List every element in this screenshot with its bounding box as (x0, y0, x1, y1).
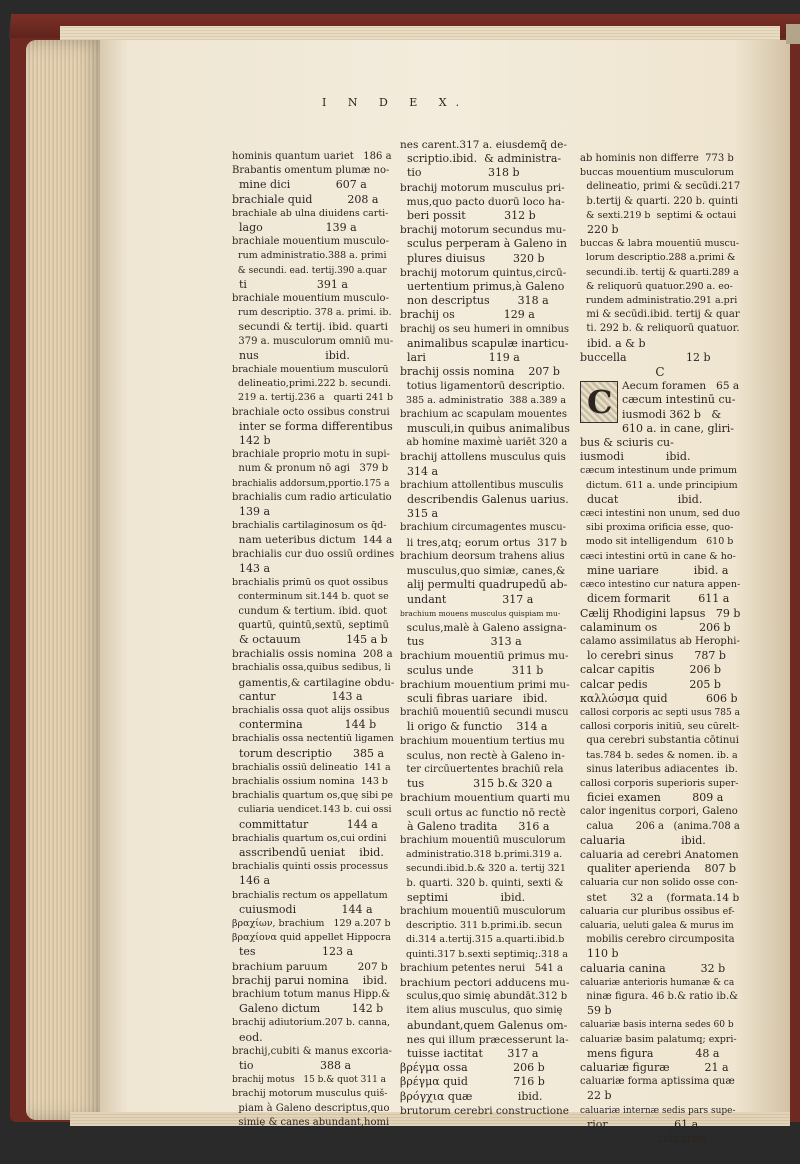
index-entry-line: caluaria cur pluribus ossibus ef- (580, 905, 735, 917)
index-entry-line: mi & secūdi.ibid. tertij & quar (580, 309, 740, 321)
index-entry-line: brachij motorum musculus pri- (400, 181, 565, 194)
index-entry-line: descriptio. 311 b.primi.ib. secun (400, 920, 563, 932)
index-entry-line: lorum descriptio.288 a.primi & (580, 252, 736, 264)
index-column-1 (232, 150, 394, 1130)
index-entry-line: delineatio, primi & secūdi.217 (580, 181, 741, 193)
index-entry-line: simię & canes abundant,homi (232, 1116, 390, 1128)
index-entry-line: brachiale octo ossibus construi (232, 406, 390, 418)
index-entry-line: calcar pedis 205 b (580, 677, 721, 691)
index-entry-line: nam ueteribus dictum 144 a (232, 534, 393, 547)
index-entry-line: tio 318 b (400, 166, 520, 180)
index-entry-line: tes 123 a (232, 945, 354, 959)
index-entry-line: sculus, non rectè à Galeno in- (400, 749, 565, 762)
index-entry-line: 379 a. musculorum omniū mu- (232, 335, 394, 347)
index-entry-line: calaminum os 206 b (580, 620, 731, 634)
index-entry-line: bus & sciuris cu- (580, 436, 674, 450)
index-entry-line: 22 b (580, 1089, 612, 1103)
index-entry-line: brachialis ossium nomina 143 b (232, 775, 388, 787)
index-entry-line: totius ligamentorū descriptio. (400, 380, 565, 393)
index-entry-line: stet 32 a (formata.14 b (580, 891, 740, 904)
index-entry-line: 220 b (580, 223, 619, 237)
index-entry-line: brachialis ossa nectentiū ligamen (232, 733, 394, 745)
index-entry-line: & secundi. ead. tertij.390 a.quar (232, 265, 387, 276)
index-entry-line: βρέγμα ossa 206 b (400, 1061, 545, 1075)
index-column-2 (400, 138, 570, 1118)
index-entry-line: brachij motorum musculus quiš- (232, 1088, 388, 1100)
index-entry-line: undant 317 a (400, 592, 534, 606)
index-entry-line: sculi fibras uariare ibid. (400, 691, 548, 705)
index-entry-line: beri possit 312 b (400, 209, 536, 223)
index-entry-line: caluaria canina 32 b (580, 961, 726, 975)
index-entry-line: 146 a (232, 874, 271, 888)
index-entry-line: brachialis cartilaginosum os q̄d- (232, 520, 387, 532)
index-entry-line: uertentium primus,à Galeno (400, 280, 565, 294)
index-entry-line: brachij motus 15 b.& quot 311 a (232, 1075, 387, 1086)
index-entry-line: brachialis ossa quot alijs ossibus (232, 704, 390, 716)
index-entry-line: Brabantis omentum plumæ no- (232, 165, 390, 177)
index-entry-line: brachialis quartum os,cui ordini (232, 832, 387, 844)
ribbon-marker (786, 24, 800, 44)
index-entry-line: 315 a (400, 507, 439, 521)
index-entry-line: musculus,quo simiæ, canes,& (400, 565, 566, 578)
index-entry-line: non descriptus 318 a (400, 294, 549, 308)
index-entry-line: 139 a (232, 505, 271, 519)
index-entry-line: mine uariare ibid. a (580, 563, 729, 577)
index-entry-line: brachij,cubiti & manus excoria- (232, 1045, 392, 1057)
index-entry-line: scriptio.ibid. & administra- (400, 152, 562, 166)
index-entry-line: brachialis rectum os appellatum (232, 889, 388, 901)
index-entry-line: item alius musculus, quo simię (400, 1005, 563, 1017)
index-entry-line: tio 388 a (232, 1059, 352, 1072)
index-entry-line: musculi,in quibus animalibus (400, 422, 570, 436)
index-entry-line: brachiale mouentium musculo- (232, 293, 389, 305)
index-entry-line: sculus,quo simię abundāt.312 b (400, 991, 568, 1003)
index-entry-line: callosi corporis ac septi usus 785 a (580, 707, 740, 718)
index-entry-line: sculus unde 311 b (400, 663, 544, 677)
index-entry-line: brachij motorum quintus,circū- (400, 266, 567, 279)
index-entry-line: brachium petentes nerui 541 a (400, 962, 563, 974)
index-entry-line: brachium mouentium quarti mu (400, 792, 571, 805)
index-entry-line: 314 a (400, 464, 439, 478)
index-entry-line: brachium attollentibus musculis (400, 479, 564, 491)
index-entry-line: contermina 144 b (232, 718, 377, 732)
index-entry-line: qualiter aperienda 807 b (580, 862, 736, 876)
index-entry-line: caluaria ad cerebri Anatomen (580, 848, 739, 861)
index-entry-line: abundant,quem Galenus om- (400, 1018, 568, 1032)
index-entry-line: sculus,malè à Galeno assigna- (400, 621, 567, 634)
decorated-initial: C (580, 381, 618, 423)
index-entry-line: lago 139 a (232, 221, 357, 235)
index-entry-line: caluariæ forma aptissima quæ (580, 1076, 735, 1088)
index-entry-line: b.tertij & quarti. 220 b. quinti (580, 195, 739, 207)
index-entry-line: caluaria, ueluti galea & murus im (580, 920, 734, 931)
index-entry-line: quartū, quintū,sextū, septimū (232, 619, 389, 631)
index-entry-line: brachium mouentiū musculorum (400, 834, 566, 846)
index-entry-line: sculus perperam à Galeno in (400, 237, 567, 251)
index-entry-line: 610 a. in cane, gliri- (622, 421, 735, 435)
index-entry-line: βρέγμα quid 716 b (400, 1075, 545, 1089)
index-entry-line: brachialis quinti ossis processus (232, 861, 389, 873)
index-entry-line: alij permulti quadrupedū ab- (400, 578, 568, 592)
index-entry-line: brachiale mouentium musculo- (232, 236, 389, 248)
index-entry-line: tuisse iactitat 317 a (400, 1047, 539, 1060)
index-entry-line: cæci intestini non unum, sed duo (580, 508, 741, 520)
index-entry-line: brutorum cerebri constructione (400, 1104, 569, 1117)
index-entry-line: brachium deorsum trahens alius (400, 550, 565, 562)
index-entry-line: caluaria ibid. (580, 833, 706, 847)
index-entry-line: gamentis,& cartilagine obdu- (232, 676, 395, 689)
index-entry-line: iusmodi 362 b & (622, 407, 722, 421)
index-entry-line: administratio.318 b.primi.319 a. (400, 849, 563, 861)
index-entry-line: 385 a. administratio 388 a.389 a (400, 394, 567, 406)
index-entry-line: brachiū mouentiū secundi muscu (400, 707, 569, 719)
index-entry-line: brachij os seu humeri in omnibus (400, 323, 570, 335)
index-entry-line: 219 a. tertij.236 a quarti 241 b (232, 392, 394, 404)
index-entry-line: dicem formarit 611 a (580, 592, 730, 606)
index-entry-line: brachium pectori adducens mu- (400, 976, 570, 989)
index-entry-line: buccas & labra mouentiū muscu- (580, 238, 740, 250)
section-letter: C (655, 365, 665, 380)
index-entry-line: calor ingenitus corpori, Galeno (580, 806, 738, 818)
index-entry-line: rior 61 a (580, 1117, 699, 1131)
index-entry-line: brachium mouens musculus quispiam mu- (400, 608, 561, 618)
index-entry-line: & sexti.219 b septimi & octaui (580, 209, 737, 221)
index-entry-line: βρόγχια quæ ibid. (400, 1089, 543, 1103)
index-entry-line: mobilis cerebro circumposita (580, 934, 735, 946)
index-entry-line: brachium paruum 207 b (232, 960, 388, 973)
index-entry-line: caluaria cur non solido osse con- (580, 877, 739, 889)
index-entry-line: Galeno dictum 142 b (232, 1002, 384, 1016)
index-entry-line: cæcum intestinū cu- (622, 393, 736, 407)
index-entry-line: cuiusmodi 144 a (232, 902, 373, 916)
index-entry-line: qua cerebri substantia cōtinui (580, 735, 739, 747)
index-entry-line: tus 313 a (400, 635, 522, 649)
index-column-3 (580, 152, 740, 1146)
index-entry-line: cantur 143 a (232, 689, 363, 703)
index-entry-line: brachium circumagentes muscu- (400, 522, 567, 534)
index-entry-line: calamo assimilatus ab Herophi- (580, 635, 740, 647)
index-entry-line: brachium mouentiū musculorum (400, 905, 566, 917)
index-entry-line: brachiale mouentium musculorū (232, 364, 389, 376)
index-entry-line: ab homine maximè uariēt 320 a (400, 437, 568, 449)
index-entry-line: piam à Galeno descriptus,quo (232, 1102, 390, 1114)
index-entry-line: caluariæ figuræ 21 a (580, 1061, 729, 1074)
index-entry-line: ti 391 a (232, 277, 348, 291)
index-entry-line: rundem administratio.291 a.pri (580, 295, 738, 307)
index-entry-line: brachialis quartum os,quę sibi pe (232, 790, 393, 802)
index-entry-line: li origo & functio 314 a (400, 720, 548, 734)
index-entry-line: iusmodi ibid. (580, 450, 691, 464)
index-entry-line: di.314 a.tertij.315 a.quarti.ibid.b (400, 934, 565, 946)
index-entry-line: à Galeno tradita 316 a (400, 819, 550, 833)
index-entry-line: brachij adiutorium.207 b. canna, (232, 1017, 391, 1029)
index-entry-line: Cælij Rhodigini lapsus 79 b (580, 606, 741, 620)
index-entry-line: brachialis ossis nomina 208 a (232, 648, 393, 661)
page-stack-fore-edge (26, 40, 106, 1120)
index-entry-line: inter se forma differentibus (232, 419, 393, 433)
index-entry-line: caluariæ (580, 1132, 706, 1146)
index-entry-line: & octauum 145 a b (232, 632, 388, 646)
index-entry-line: b. quarti. 320 b. quinti, sexti & (400, 877, 564, 889)
index-entry-line: brachium mouentiū primus mu- (400, 650, 569, 663)
index-entry-line: calua 206 a (anima.708 a (580, 820, 740, 832)
index-entry-line: brachij ossis nomina 207 b (400, 365, 560, 379)
index-entry-line: lo cerebri sinus 787 b (580, 649, 726, 663)
index-entry-line: modo sit intelligendum 610 b (580, 536, 734, 548)
index-entry-line: caluariæ anterioris humanæ & ca (580, 977, 735, 988)
index-entry-line: 143 a (232, 561, 271, 575)
index-entry-line: brachij motorum secundus mu- (400, 224, 566, 237)
index-entry-line: mens figura 48 a (580, 1046, 720, 1060)
index-entry-line: brachij os 129 a (400, 308, 535, 322)
index-entry-line: & reliquorū quatuor.290 a. eo- (580, 280, 733, 292)
index-entry-line: cæco intestino cur natura appen- (580, 579, 741, 591)
index-entry-line: lari 119 a (400, 351, 520, 365)
index-entry-line: buccas mouentium musculorum (580, 167, 734, 179)
index-entry-line: caluariæ internæ sedis pars supe- (580, 1105, 736, 1116)
index-entry-line: brachiale quid 208 a (232, 192, 379, 206)
index-entry-line: rum descriptio. 378 a. primi. ib. (232, 307, 392, 319)
index-entry-line: culiaria uendicet.143 b. cui ossi (232, 804, 392, 816)
index-entry-line: li tres,atq; eorum ortus 317 b (400, 536, 568, 549)
index-entry-line: conterminum sit.144 b. quot se (232, 591, 389, 603)
index-entry-line: plures diuisus 320 b (400, 251, 545, 265)
index-entry-line: cæci intestini ortū in cane & ho- (580, 550, 736, 562)
index-entry-line: sibi proxima orificia esse, quo- (580, 522, 734, 534)
index-entry-line: 142 b (232, 434, 271, 448)
index-entry-line: brachialis addorsum,pportio.175 a (232, 478, 390, 489)
index-entry-line: ninæ figura. 46 b.& ratio ib.& (580, 990, 739, 1002)
index-entry-line: eod. (232, 1030, 263, 1044)
index-entry-line: ibid. a & b (580, 336, 646, 350)
index-entry-line: nes carent.317 a. eiusdemq̄ de- (400, 139, 567, 151)
index-entry-line: brachialis cur duo ossiū ordines (232, 548, 395, 560)
index-entry-line: septimi ibid. (400, 890, 526, 904)
index-entry-line: rum administratio.388 a. primi (232, 250, 387, 262)
index-entry-line: ab hominis non differre 773 b (580, 153, 734, 164)
index-entry-line: delineatio,primi.222 b. secundi. (232, 378, 392, 390)
index-entry-line: tas.784 b. sedes & nomen. ib. a (580, 749, 738, 761)
index-entry-line: βραχίονα quid appellet Hippocra (232, 932, 391, 944)
index-entry-line: tus 315 b.& 320 a (400, 777, 553, 791)
index-entry-line: brachialis ossa,quibus sedibus, li (232, 662, 391, 674)
page-header: I N D E X. (322, 96, 469, 109)
index-entry-line: ter circūuertentes brachiū rela (400, 763, 564, 775)
index-entry-line: sculi ortus ac functio nō rectè (400, 806, 566, 819)
index-entry-line: brachij attollens musculus quis (400, 451, 566, 464)
index-entry-line: secundi.ib. tertij & quarti.289 a (580, 266, 739, 278)
index-entry-line: committatur 144 a (232, 817, 378, 831)
index-entry-line: nus ibid. (232, 348, 350, 362)
index-entry-line: calcar capitis 206 b (580, 663, 722, 677)
index-entry-line: brachij parui nomina ibid. (232, 973, 388, 987)
index-entry-line: brachium mouentium primi mu- (400, 678, 570, 691)
index-entry-line: βραχίων, brachium 129 a.207 b (232, 917, 391, 929)
index-entry-line: ducat ibid. (580, 492, 703, 506)
index-entry-line: secundi.ibid.b.& 320 a. tertij 321 (400, 863, 566, 875)
index-entry-line: quinti.317 b.sexti septimiq;.318 a (400, 948, 568, 960)
dropcap-block (580, 379, 740, 464)
index-entry-line: brachium totum manus Hipp.& (232, 988, 391, 1000)
index-entry-line: caluariæ basim palatumq; expri- (580, 1033, 737, 1045)
index-entry-line: callosi corporis initiū, seu cūrelt- (580, 721, 740, 733)
index-entry-line: 110 b (580, 947, 619, 961)
index-entry-line: buccella 12 b (580, 350, 711, 364)
index-entry-line: brachium ac scapulam mouentes (400, 408, 567, 420)
index-entry-line: callosi corporis superioris super- (580, 777, 739, 789)
index-entry-line: ficiei examen 809 a (580, 791, 724, 805)
index-entry-line: nes qui illum præcesserunt la- (400, 1033, 569, 1046)
index-entry-line: mus,quo pacto duorū loco ha- (400, 195, 565, 208)
index-entry-line: describendis Galenus uarius. (400, 493, 569, 507)
index-entry-line: καλλώσμα quid 606 b (580, 691, 738, 705)
index-entry-line: cæcum intestinum unde primum (580, 465, 738, 477)
index-entry-line: asscribendū ueniat ibid. (232, 845, 384, 859)
index-entry-line: cundum & tertium. ibid. quot (232, 605, 388, 617)
index-entry-line: brachiale proprio motu in supi- (232, 449, 390, 461)
index-entry-line: animalibus scapulæ inarticu- (400, 336, 569, 350)
index-entry-line: secundi & tertij. ibid. quarti (232, 321, 388, 334)
index-entry-line: sinus lateribus adiacentes ib. (580, 763, 738, 775)
index-entry-line: brachiale ab ulna diuidens carti- (232, 207, 389, 219)
index-entry-line: mine dici 607 a (232, 178, 367, 192)
index-entry-line: torum descriptio 385 a (232, 746, 385, 760)
index-entry-line: num & pronum nō agi 379 b (232, 463, 389, 475)
index-entry-line: 59 b (580, 1004, 612, 1018)
index-entry-line: brachium mouentium tertius mu (400, 735, 565, 747)
index-entry-line: brachialis cum radio articulatio (232, 491, 392, 503)
index-entry-line: dictum. 611 a. unde principium (580, 479, 738, 491)
index-entry-line: hominis quantum uariet 186 a (232, 151, 392, 162)
index-entry-line: brachialis primū os quot ossibus (232, 577, 389, 589)
index-entry-line: caluariæ basis interna sedes 60 b (580, 1020, 734, 1031)
index-entry-line: brachialis ossiū delineatio 141 a (232, 761, 391, 773)
index-entry-line: Aecum foramen 65 a (622, 380, 740, 393)
index-entry-line: ti. 292 b. & reliquorū quatuor. (580, 323, 740, 335)
